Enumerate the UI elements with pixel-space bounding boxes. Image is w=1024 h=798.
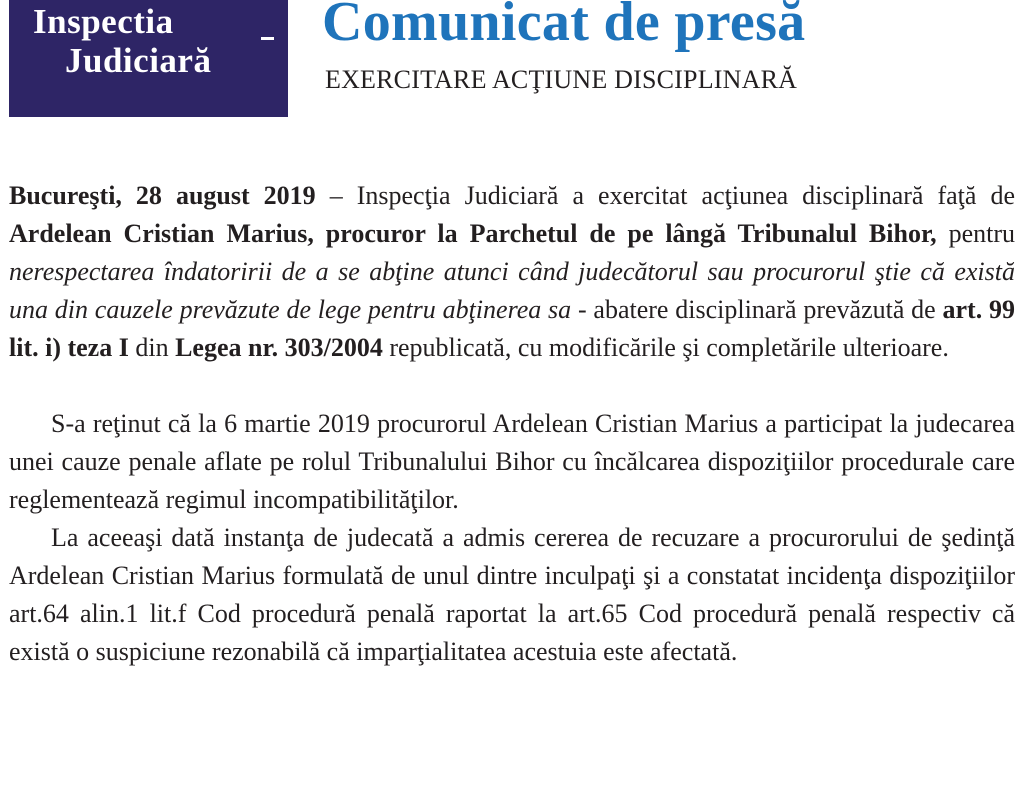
offense-description: nerespectarea îndatoririi de a se abţine atunci când judecătorul sau procurorul ştie că există una din cauzele prevăzute de lege pentru abţinerea sa <box>9 257 1015 324</box>
person-name: Ardelean Cristian Marius, procuror la Parchetul de pe lângă Tribunalul Bihor, <box>9 219 937 248</box>
date-place: Bucureşti, 28 august 2019 <box>9 181 316 210</box>
paragraph-intro <box>9 177 1015 367</box>
paragraph-recusal: La aceeaşi dată instanţa de judecată a admis cererea de recuzare a procurorului de şedinţă Ardelean Cristian Marius formulată de unul dintre inculpaţi şi a constatat incidenţa dispoziţiilor art.64 alin.1 lit.f Cod procedură penală raportat la art.65 Cod procedură penală respectiv că există o suspiciune rezonabilă că imparţialitatea acestuia este afectată. <box>9 523 1015 666</box>
logo-text-line2: Judiciară <box>65 41 212 80</box>
logo-underline <box>261 37 274 40</box>
intro-text-2: pentru <box>936 219 1015 248</box>
article-reference: art. 99 lit. i) teza I <box>9 295 1016 362</box>
inspectia-judiciara-logo <box>9 0 288 117</box>
logo-text-line1: Inspectia <box>33 2 174 41</box>
document-body <box>9 177 1015 671</box>
page-title: Comunicat de presă <box>322 0 806 53</box>
intro-text-3: - abatere disciplinară prevăzută de <box>571 295 943 324</box>
paragraph-findings: S-a reţinut că la 6 martie 2019 procurorul Ardelean Cristian Marius a participat la judecarea unei cauze penale aflate pe rolul Tribunalului Bihor cu încălcarea dispoziţiilor procedurale care reglementează regimul incompatibilităţilor. <box>9 409 1015 514</box>
intro-text-4: din <box>128 333 176 362</box>
intro-text-1: – Inspecţia Judiciară a exercitat acţiunea disciplinară faţă de <box>315 181 1016 210</box>
law-reference: Legea nr. 303/2004 <box>175 333 383 362</box>
page-subtitle: EXERCITARE ACŢIUNE DISCIPLINARĂ <box>325 65 798 94</box>
intro-text-5: republicată, cu modificările şi completările ulterioare. <box>382 333 949 362</box>
